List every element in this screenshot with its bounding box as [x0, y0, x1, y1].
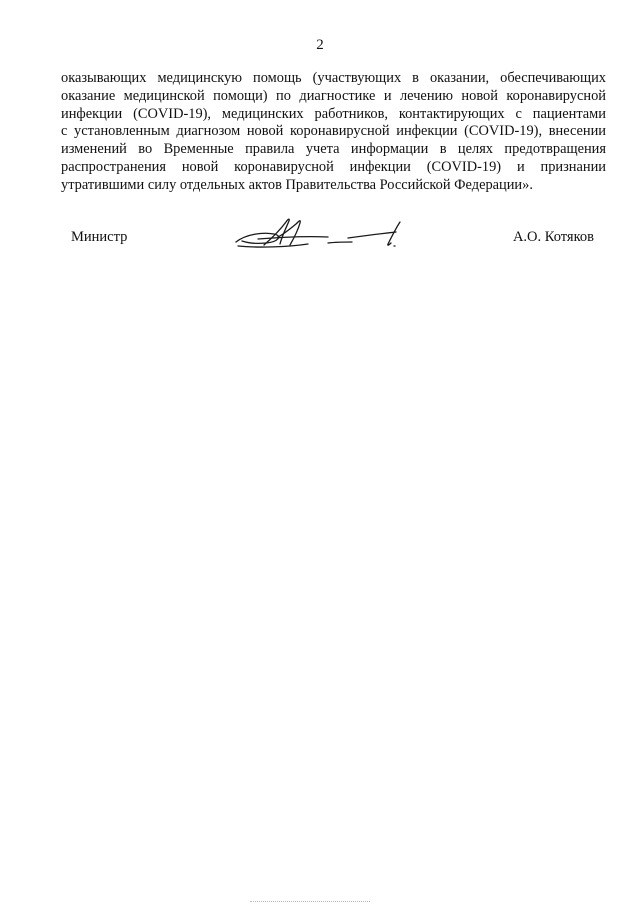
document-body	[61, 70, 606, 195]
page-bottom-edge	[250, 901, 370, 903]
handwritten-signature	[228, 212, 418, 262]
body-line-6: распространения новой коронавирусной инфекции (COVID-19) и признании	[61, 158, 606, 175]
body-line-1: оказывающих медицинскую помощь (участвующих в оказании, обеспечивающих	[61, 70, 606, 86]
body-line-4: с установленным диагнозом новой коронавирусной инфекции (COVID-19), внесении	[61, 123, 606, 140]
body-line-7: утратившими силу отдельных актов Правительства Российской Федерации».	[61, 176, 533, 193]
signatory-name: А.О. Котяков	[512, 229, 594, 245]
body-line-5: изменений во Временные правила учета информации в целях предотвращения	[61, 141, 606, 158]
signature-block	[0, 212, 640, 262]
body-line-3: инфекции (COVID-19), медицинских работников, контактирующих с пациентами	[61, 105, 606, 122]
body-line-2: оказание медицинской помощи) по диагностике и лечению новой коронавирусной	[61, 87, 606, 104]
signatory-title: Министр	[71, 229, 128, 245]
page-number: 2	[316, 37, 324, 53]
